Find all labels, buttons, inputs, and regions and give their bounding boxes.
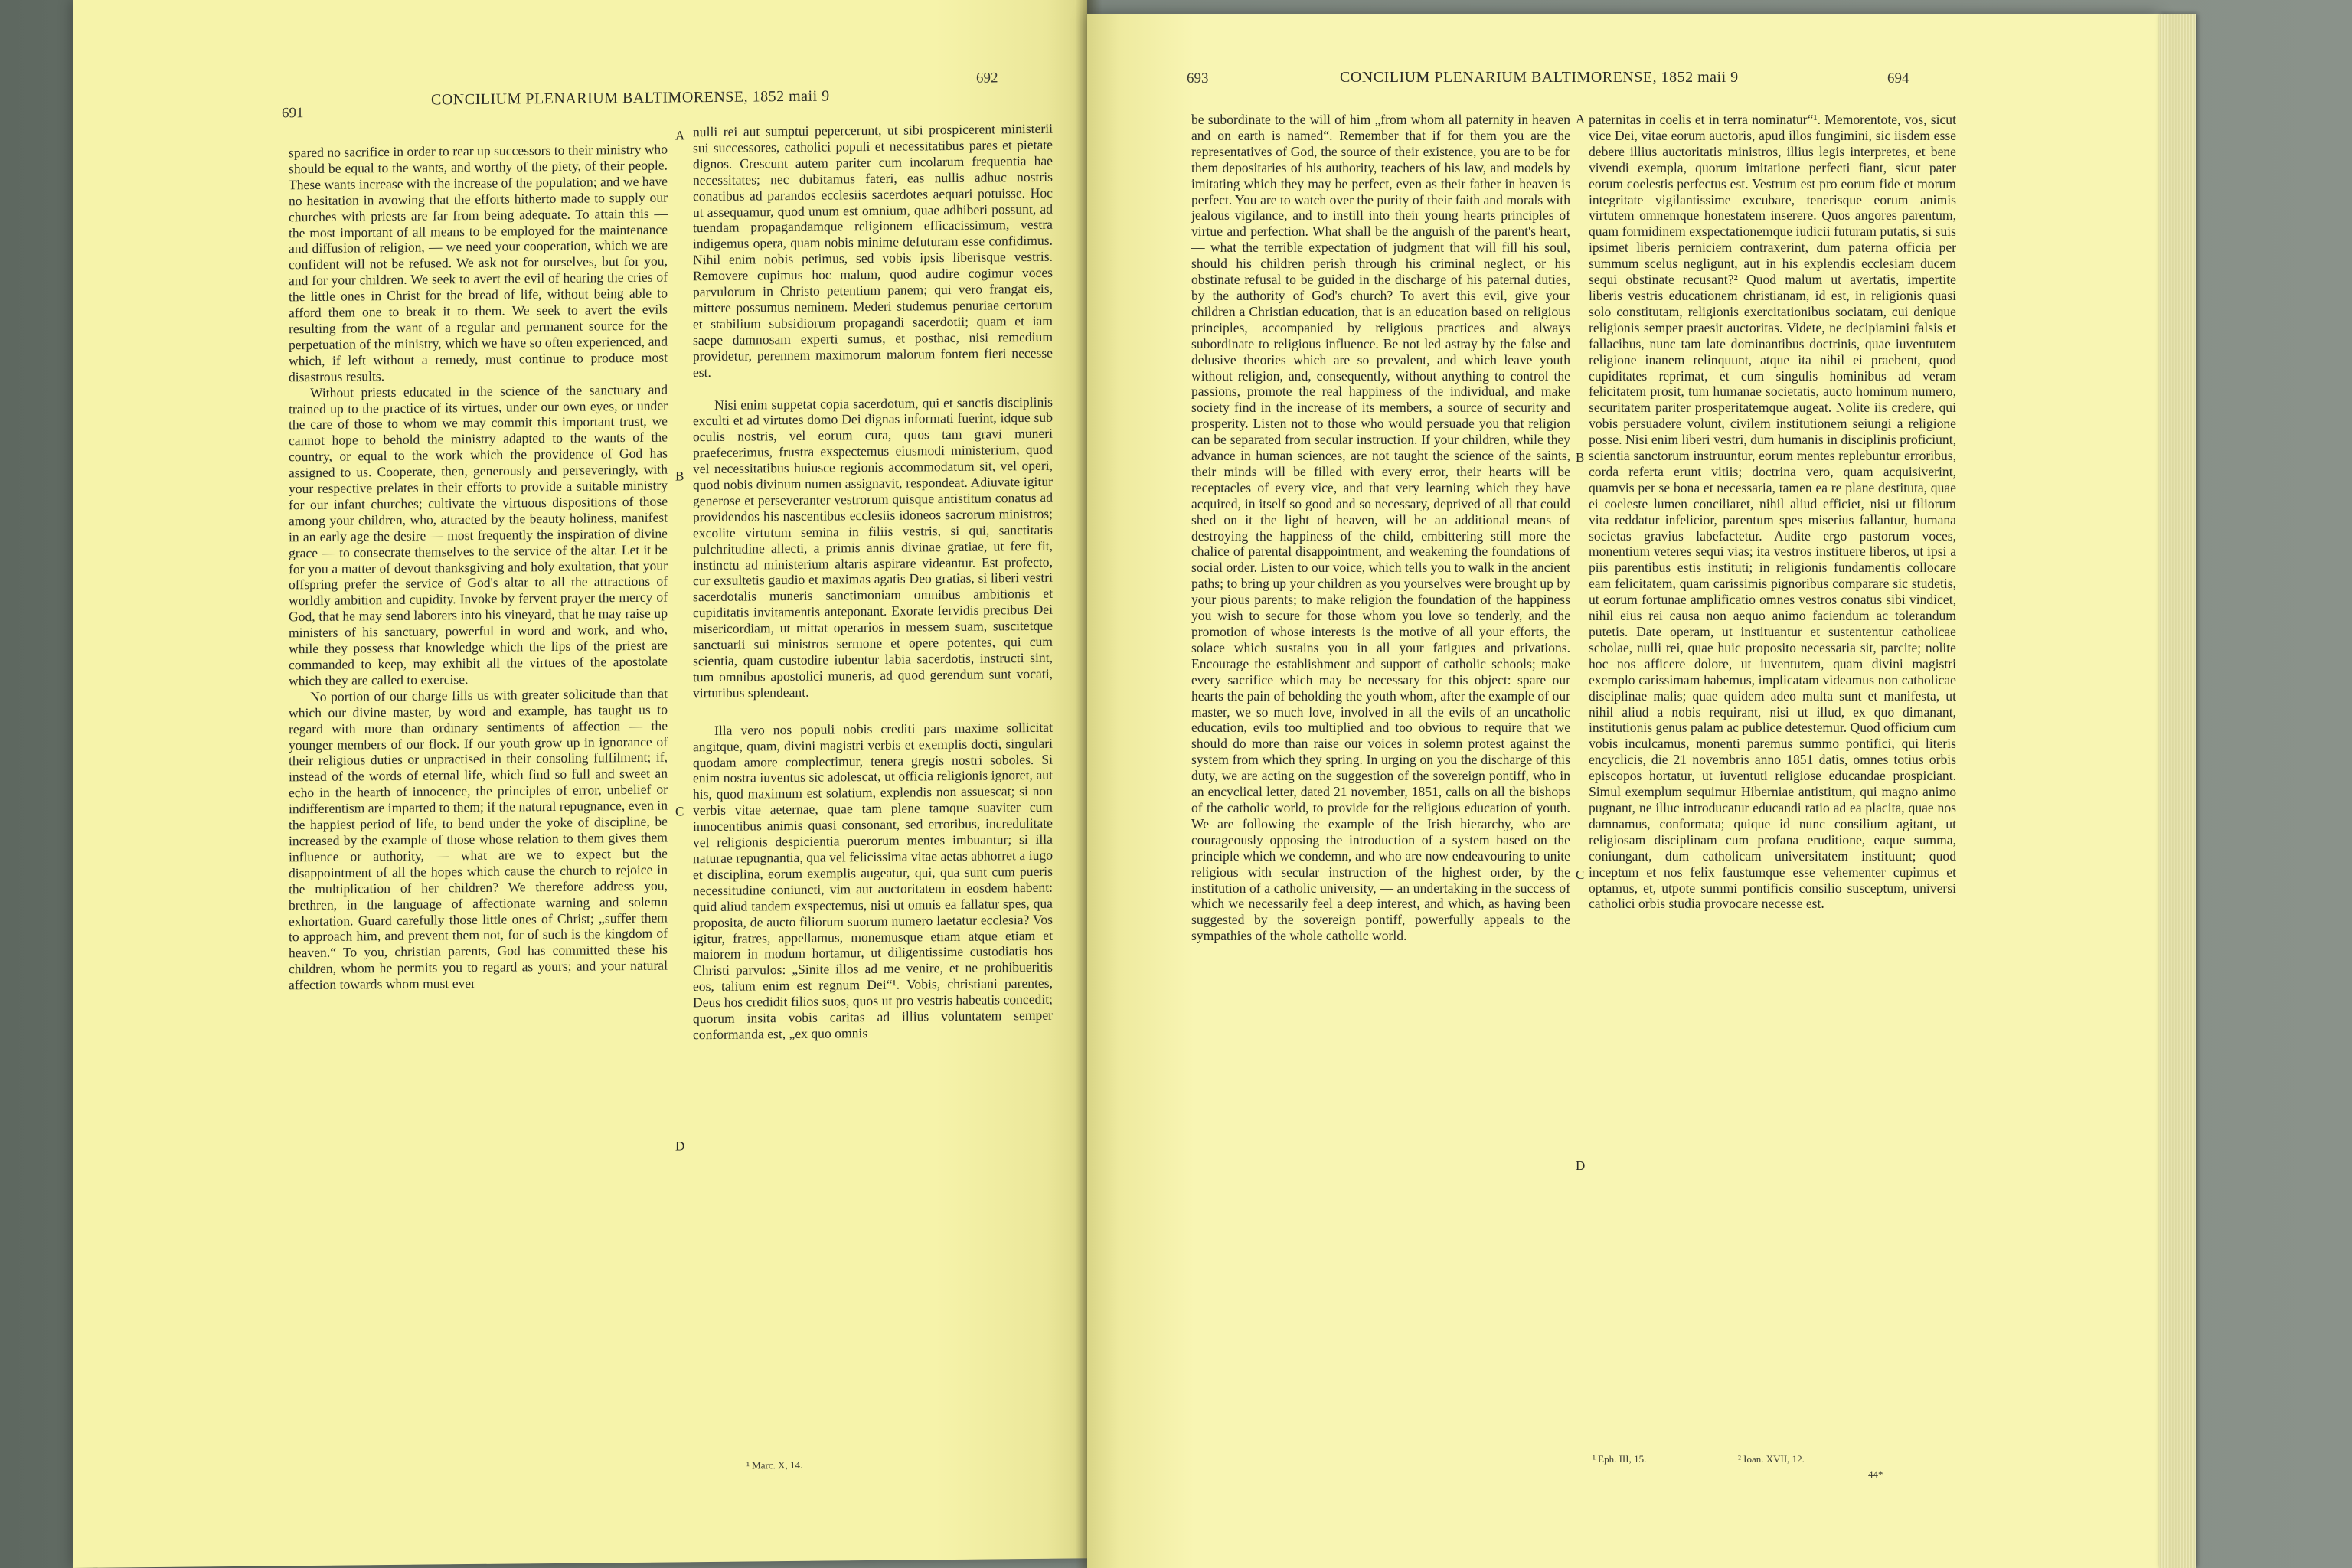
- left-page: [73, 0, 1087, 1568]
- left-latin-column: [693, 121, 1053, 1043]
- left-latin-paragraph-2: Nisi enim suppetat copia sacerdotum, qui et sanctis disciplinis exculti et ad virtutes domo Dei dignas informati fuerint, idque sub oculis nostris, vel eorum cura, quos tam gravi muneri praefecerimus, frustra exspectemus eiusmodi ministerium, quod vel necessitatibus huiusce regionis accommodatum sit, vel operi, quod nobis divinum numen assignavit, respondeat. Adiuvate igitur generose et perseveranter vestrorum quisque antistitum conatus ad providendos his nascentibus ecclesiis idoneos sacrorum ministros; excolite virtutum semina in filiis vestris, si qui, sanctitatis pulchritudine allecti, a primis annis divinae gratiae, ut fere fit, instinctu ad ministerium altaris aspirare videantur. Est profecto, cur exsultetis gaudio et maximas agatis Deo gratias, si liberi vestri sacerdotalis muneris sanctimoniam omnibus ambitionis et cupiditatis invitamentis anteponant. Exorate fervidis precibus Dei misericordiam, ut mittat operarios in messem suam, suscitetque sanctuarii sui ministros sermone et opere potentes, qui cum scientia, quam custodire iubentur labia sacerdotis, instructi sint, tum omnibus apostolici muneris, ad quod gerendum sunt vocati, virtutibus splendeant.: [693, 394, 1053, 701]
- left-english-paragraph-1: spared no sacrifice in order to rear up successors to their ministry who should be equal to the wants, and worthy of the piety, of their people. These wants increase with the increase of the population; and we have no hesitation in avowing that the efforts hitherto made to supply our churches with priests are far from being adequate. To attain this — the most important of all means to be employed for the maintenance and diffusion of religion, — we need your cooperation, which we are confident will not be refused. We ask not for ourselves, but for you, and for your children. We seek to avert the evil of hearing the cries of the little ones in Christ for the bread of life, without being able to afford them one to break it to them. We seek to avert the evils resulting from the want of a regular and permanent source for the perpetuation of the ministry, which we have so often experienced, and which, if left without a remedy, must continue to produce most disastrous results.: [289, 141, 668, 384]
- left-page-number-691: 691: [282, 105, 304, 122]
- right-page-footnote-2: ² Ioan. XVII, 12.: [1738, 1453, 1805, 1465]
- right-page-number-694: 694: [1887, 70, 1909, 87]
- right-page-running-header: CONCILIUM PLENARIUM BALTIMORENSE, 1852 maii 9: [1340, 69, 1739, 86]
- left-english-paragraph-2: Without priests educated in the science of the sanctuary and trained up to the practice of its virtues, under our own eyes, or under the care of those to whom we may commit this important trust, we cannot hope to behold the ministry adapted to the wants of the country, or equal to the work which the providence of God has assigned to us. Cooperate, then, generously and perseveringly, with your respective prelates in their efforts to provide a suitable ministry for our infant churches; cultivate the virtuous dispositions of those among your children, who, attracted by the beauty holiness, manifest in an early age the desire — most frequently the inspiration of divine grace — to consecrate themselves to the service of the altar. Let it be for you a matter of devout thanksgiving and holy exultation, that your offspring prefer the service of God's altar to all the attractions of worldly ambition and cupidity. Invoke by fervent prayer the mercy of God, that he may send laborers into his vineyard, that he may raise up ministers of his sanctuary, powerful in word and work, and who, while they possess that knowledge which the lips of the priest are commanded to keep, may exhibit all the virtues of the apostolate which they are called to exercise.: [289, 381, 668, 689]
- right-page-footnote-1: ¹ Eph. III, 15.: [1592, 1453, 1647, 1465]
- right-page-signature-mark: 44*: [1868, 1468, 1883, 1480]
- margin-letter-b: B: [675, 469, 684, 484]
- margin-letter-d: D: [675, 1138, 685, 1154]
- left-page-number-692: 692: [976, 70, 998, 87]
- right-margin-letter-a: A: [1576, 112, 1586, 126]
- right-margin-letter-b: B: [1576, 450, 1585, 465]
- right-margin-letter-d: D: [1576, 1158, 1586, 1173]
- book-page-edges: [2159, 14, 2196, 1568]
- left-english-column: [289, 142, 668, 994]
- left-latin-paragraph-3: Illa vero nos populi nobis crediti pars maxime sollicitat angitque, quam, divini magistri verbis et exemplis docti, singulari quodam amore complectimur, tenera gregis nostri soboles. Si enim nostra iuventus sic adolescat, ut officia religionis ignoret, aut his, quod maximum est solatium, explendis non assuescat; si non verbis vitae aeternae, quae tam plene tamque suaviter cum innocentibus animis quasi consonant, sed erroribus, incredulitate vel religionis despicientia puerorum mentes imbuantur; si illa naturae repugnantia, qua vel felicissima vitae aetas abhorret a iugo et disciplina, eorum exemplis augeatur, qui, qua sunt cum pueris necessitudine coniuncti, vim aut auctoritatem in eosdem habent: quid aliud tandem exspectemus, nisi ut omnis ea fallatur spes, qua proposita, de aucto filiorum suorum numero laetatur ecclesia? Vos igitur, fratres, appellamus, monemusque etiam atque etiam et maiorem in modum hortamur, ut diligentissime custodiatis hos Christi parvulos: „Sinite illos ad me venire, et ne prohibueritis eos, talium enim est regnum Dei“¹. Vobis, christiani parentes, Deus hos credidit filios suos, quos ut pro vestris habeatis concedit; quorum insita vobis caritas ad illius voluntatem semper conformanda est, „ex quo omnis: [693, 719, 1053, 1043]
- left-latin-paragraph-1: nulli rei aut sumptui pepercerunt, ut sibi prospicerent ministerii sui successores, catholici populi et necessitatibus pares et pietate dignos. Crescunt autem pariter cum incolarum frequentia hae necessitates; nec dubitamus fateri, eas nullis adhuc nostris conatibus ad parandos ecclesiis sacerdotes aequari potuisse. Hoc ut assequamur, quod unum est omnium, quae adhiberi possunt, ad tuendam propagandamque religionem efficacissimum, vestra indigemus opera, quam nobis minime defuturam esse confidimus. Nihil enim nobis petimus, sed vobis ipsis liberisque vestris. Removere cupimus hoc malum, quod audire cogimur voces parvulorum in Christo petentium panem; qui vero frangat eis, mittere possumus neminem. Mederi studemus penuriae certorum et stabilium subsidiorum propagandi sacerdotii; quam et iam saepe damnosam experti sumus, et posthac, nisi remedium providetur, perennem maximorum malorum fontem fieri necesse est.: [693, 120, 1053, 380]
- right-page: [1087, 14, 2159, 1568]
- right-english-column: [1191, 112, 1570, 944]
- left-page-running-header: CONCILIUM PLENARIUM BALTIMORENSE, 1852 maii 9: [431, 87, 830, 109]
- right-english-paragraph-1: be subordinate to the will of him „from whom all paternity in heaven and on earth is named“. Remember that if for them you are the representatives of God, the source of their existence, you are to be for them depositaries of his authority, teachers of his law, and models by imitating which they may be perfect, even as their father in heaven is perfect. You are to watch over the purity of their faith and morals with jealous vigilance, and to instill into their young hearts principles of virtue and perfection. What shall be the anguish of the parent's heart, — what the terrible expectation of judgment that will fill his soul, should his children perish through his criminal neglect, or his obstinate refusal to be guided in the discharge of his paternal duties, by the authority of God's church? To avert this evil, give your children a Christian education, that is an education based on religious principles, accompanied by religious practices and always subordinate to religious influence. Be not led astray by the false and delusive theories which are so prevalent, and which leave youth without religion, and, consequently, without anything to control the passions, promote the real happiness of the individual, and make society find in the increase of its members, a source of security and prosperity. Listen not to those who would persuade you that religion can be separated from secular instruction. If your children, while they advance in human sciences, are not taught the science of the saints, their minds will be filled with every error, their hearts will be receptacles of every vice, and that very learning which they have acquired, in itself so good and so necessary, deprived of all that could shed on it the light of heaven, will be an additional means of destroying the happiness of the child, embittering still more the chalice of parental disappointment, and weakening the foundations of social order. Listen to our voice, which tells you to walk in the ancient paths; to bring up your children as you yourselves were brought up by your pious parents; to make religion the foundation of the happiness you wish to secure for those whom you love so tenderly, and the promotion of whose interests is the motive of all your efforts, the solace which sustains you in all your fatigues and privations. Encourage the establishment and support of catholic schools; make every sacrifice which may be necessary for this object: spare our hearts the pain of beholding the youth whom, after the example of our master, we so much love, involved in all the evils of an uncatholic education, evils too multiplied and too obvious to require that we should do more than raise our voices in solemn protest against the system from which they spring. In urging on you the discharge of this duty, we are acting on the suggestion of the sovereign pontiff, who in an encyclical letter, dated 21 november, 1851, calls on all the bishops of the catholic world, to provide for the religious education of youth. We are following the example of the Irish hierarchy, who are courageously opposing the introduction of a system based on the principle which we condemn, and who are now endeavouring to unite religious with secular instruction of the highest order, by the institution of a catholic university, — an undertaking in the success of which we necessarily feel a deep interest, and which, as having been suggested by the sovereign pontiff, powerfully appeals to the sympathies of the whole catholic world.: [1191, 112, 1570, 944]
- right-latin-column: [1589, 112, 1956, 912]
- right-margin-letter-c: C: [1576, 867, 1585, 882]
- left-page-footnote: ¹ Marc. X, 14.: [746, 1459, 803, 1472]
- margin-letter-a: A: [675, 128, 685, 143]
- margin-letter-c: C: [675, 804, 684, 819]
- left-english-paragraph-3: No portion of our charge fills us with greater solicitude than that which our divine master, by word and example, has taught us to regard with more than ordinary sentiments of affection — the younger members of our flock. If our youth grow up in ignorance of their religious duties or unpractised in their consoling fulfilment; if, instead of the words of eternal life, which find so full and sweet an echo in the hearth of innocence, the principles of error, unbelief or indifferentism are imparted to them; if the natural repugnance, even in the happiest period of life, to bend under the yoke of discipline, be increased by the example of those whose relation to them gives them influence or authority, — what are we to expect but the disappointment of all the hopes which cause the church to rejoice in the multiplication of her children? We therefore address you, brethren, in the language of affectionate warning and solemn exhortation. Guard carefully those little ones of Christ; „suffer them to approach him, and prevent them not, for of such is the kingdom of heaven.“ To you, christian parents, God has committed these his children, whom he permits you to regard as yours; and your natural affection towards whom must ever: [289, 685, 668, 993]
- right-page-number-693: 693: [1187, 70, 1209, 87]
- right-latin-paragraph-1: paternitas in coelis et in terra nominatur“¹. Memorentote, vos, sicut vice Dei, vitae eorum auctoris, apud illos fungimini, sic iisdem esse debere illius auctoritatis ministros, illius legis interpretes, et bene vivendi exempla, quorum imitatione perfecti fiant, sicut pater eorum coelestis perfectus est. Vestrum est pro eorum fide et morum integritate vigilantissime excubare, tenerisque eorum animis virtutem omnemque honestatem inserere. Quos angores parentum, quam formidinem exspectationemque iudicii futuram putatis, si suis ipsimet liberis perniciem contraxerint, dum paterna officia per summum scelus negligunt, aut in his explendis ecclesiam ducem sequi obstinate recusant?² Quod malum ut avertatis, impertite liberis vestris educationem christianam, id est, in religionis quasi solo constitutam, religionis exercitationibus sociatam, cui denique religionis semper praesit auctoritas. Videte, ne decipiamini falsis et fallacibus, nunc tam late dominantibus doctrinis, quae iuventutem religione inanem relinquunt, atque ita nihil ei praebent, quod cupiditates reprimat, et cum singulis hominibus ad veram felicitatem prosit, tum humanae societatis, aucto hominum numero, securitatem pariter prosperitatemque augeat. Nolite iis credere, qui vobis persuadere volunt, civilem institutionem seiungi a religione posse. Nisi enim liberi vestri, dum humanis in disciplinis proficiunt, scientia sanctorum instruuntur, eorum mentes replebuntur erroribus, corda referta erunt vitiis; doctrina vero, quam acquisiverint, quamvis per se bona et necessaria, tamen ea re plane destituta, quae ei coeleste lumen conciliaret, nihil aliud efficiet, nisi ut filiorum vita reddatur infelicior, parentum spes miserius fallantur, humana societas gravius labefactetur. Audite ergo pastorum voces, monentium veteres sequi vias; ita vestros instituere liberos, ut ipsi a piis parentibus estis instituti; in religionis fundamentis collocare eam felicitatem, quam carissimis pignoribus comparare sic studetis, ut eorum fortunae amplificatio omnes vestros conatus sibi vindicet, nihil eius rei causa non aequo animo faciendum ac tolerandum putetis. Date operam, ut instituantur et sustententur catholicae scholae, nulli rei, quae huic proposito necessaria sit, parcite; nolite hoc nos afficere dolore, ut iuventutem, quam divini magistri exemplo carissimam habemus, implicatam videamus non catholicae disciplinae malis; quae quidem adeo multa sunt et manifesta, ut nihil aliud a nobis requirant, nisi ut illud, ex quo dimanant, institutionis genus palam ac publice detestemur. Quod officium cum vobis inculcamus, monenti paremus summo pontifici, qui literis encyclicis, die 21 novembris anno 1851 datis, omnes totius orbis episcopos hortatur, ut iuventuti religiose educandae prospiciant. Simul exemplum sequimur Hiberniae antistitum, qui magno animo pugnant, ne illuc introducatur educandi ratio ad ea placita, quae nos damnamus, conformata; quique id nunc consilium agitant, ut religiosam disciplinam cum profana eruditione, eaque summa, coniungant, dum catholicam universitatem instituunt; quod inceptum et nos felix faustumque esse vehementer cupimus et optamus, et, utpote summi pontificis consilio susceptum, universi catholici orbis studia provocare necesse est.: [1589, 112, 1956, 912]
